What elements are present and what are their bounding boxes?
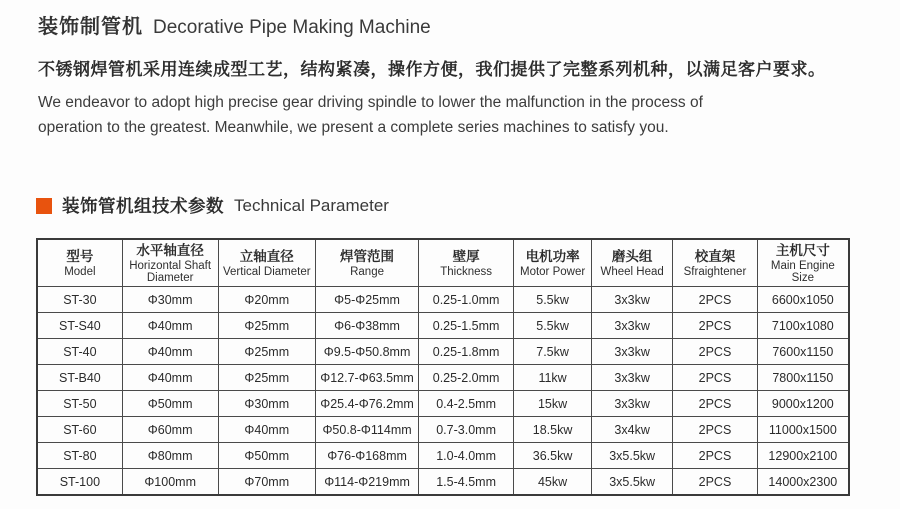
table-row <box>37 365 849 391</box>
section-heading <box>36 193 389 218</box>
table-cell: Φ50.8-Φ114mm <box>316 417 419 443</box>
column-header <box>757 239 849 287</box>
table-cell: Φ50mm <box>218 443 315 469</box>
header-row <box>37 239 849 287</box>
table-cell: Φ6-Φ38mm <box>316 313 419 339</box>
table-cell: Φ25mm <box>218 339 315 365</box>
column-header-english: Wheel Head <box>600 265 664 278</box>
column-header <box>122 239 218 287</box>
table-cell: Φ30mm <box>122 287 218 313</box>
table-cell: 18.5kw <box>514 417 592 443</box>
table-cell: Φ40mm <box>122 365 218 391</box>
table-cell: 3x4kw <box>592 417 673 443</box>
table-cell: Φ80mm <box>122 443 218 469</box>
table-cell: 3x3kw <box>592 365 673 391</box>
table-cell: 5.5kw <box>514 287 592 313</box>
column-header-english: Horizontal Shaft Diameter <box>129 259 212 284</box>
table-cell: 11000x1500 <box>757 417 849 443</box>
table-cell: 2PCS <box>673 365 757 391</box>
table-cell: 2PCS <box>673 443 757 469</box>
table-cell: 2PCS <box>673 313 757 339</box>
column-header <box>514 239 592 287</box>
intro-paragraph <box>38 57 866 140</box>
table-cell: ST-S40 <box>37 313 122 339</box>
column-header <box>37 239 122 287</box>
table-cell: 7800x1150 <box>757 365 849 391</box>
table-cell: 7.5kw <box>514 339 592 365</box>
column-header-english: Main Engine Size <box>770 259 835 284</box>
table-cell: 0.25-1.0mm <box>419 287 514 313</box>
page-title <box>38 10 431 39</box>
table-cell: Φ25mm <box>218 313 315 339</box>
table-cell: 14000x2300 <box>757 469 849 496</box>
column-header-english: Thickness <box>440 265 492 278</box>
table-cell: 0.4-2.5mm <box>419 391 514 417</box>
table-cell: 11kw <box>514 365 592 391</box>
table-cell: Φ30mm <box>218 391 315 417</box>
page-title-chinese: 装饰制管机 <box>38 16 143 38</box>
table-cell: Φ40mm <box>218 417 315 443</box>
column-header-chinese: 电机功率 <box>525 248 580 264</box>
column-header-chinese: 焊管范围 <box>340 248 395 264</box>
column-header-english: Range <box>350 265 384 278</box>
intro-english: We endeavor to adopt high precise gear driving spindle to lower the malfunction in the process of operation to the greatest. Meanwhile, we present a complete series machines to satisfy you. <box>38 94 703 136</box>
column-header-english: Motor Power <box>519 265 586 278</box>
table-cell: Φ9.5-Φ50.8mm <box>316 339 419 365</box>
table-cell: 9000x1200 <box>757 391 849 417</box>
table-cell: Φ70mm <box>218 469 315 496</box>
table-cell: 5.5kw <box>514 313 592 339</box>
table-body <box>37 287 849 496</box>
table-cell: Φ76-Φ168mm <box>316 443 419 469</box>
column-header-chinese: 校直架 <box>694 248 736 264</box>
table-cell: ST-60 <box>37 417 122 443</box>
table-cell: 2PCS <box>673 417 757 443</box>
column-header-english: Model <box>64 265 96 278</box>
page-title-english: Decorative Pipe Making Machine <box>153 17 431 38</box>
table-cell: 3x3kw <box>592 339 673 365</box>
table-row <box>37 391 849 417</box>
table-row <box>37 339 849 365</box>
table-cell: 3x3kw <box>592 313 673 339</box>
table-cell: Φ25mm <box>218 365 315 391</box>
table-cell: 7600x1150 <box>757 339 849 365</box>
intro-chinese: 不锈钢焊管机采用连续成型工艺，结构紧凑，操作方便，我们提供了完整系列机种，以满足客户要求。 <box>38 60 826 79</box>
table-cell: 3x3kw <box>592 391 673 417</box>
table-row <box>37 313 849 339</box>
column-header-chinese: 主机尺寸 <box>775 242 830 258</box>
column-header-english: Sfraightener <box>683 265 747 278</box>
table-row <box>37 417 849 443</box>
table-head <box>37 239 849 287</box>
orange-square-bullet-icon <box>36 198 52 214</box>
table-cell: ST-80 <box>37 443 122 469</box>
table-cell: Φ20mm <box>218 287 315 313</box>
table-cell: Φ50mm <box>122 391 218 417</box>
table-cell: 15kw <box>514 391 592 417</box>
technical-parameter-table-wrap <box>36 238 850 496</box>
table-cell: Φ114-Φ219mm <box>316 469 419 496</box>
table-cell: Φ40mm <box>122 339 218 365</box>
table-cell: 0.25-1.5mm <box>419 313 514 339</box>
table-cell: Φ100mm <box>122 469 218 496</box>
table-cell: 3x5.5kw <box>592 469 673 496</box>
table-cell: Φ12.7-Φ63.5mm <box>316 365 419 391</box>
table-cell: 1.0-4.0mm <box>419 443 514 469</box>
column-header-chinese: 立轴直径 <box>239 248 294 264</box>
table-row <box>37 469 849 496</box>
table-cell: ST-30 <box>37 287 122 313</box>
table-cell: 7100x1080 <box>757 313 849 339</box>
table-cell: Φ5-Φ25mm <box>316 287 419 313</box>
column-header-chinese: 壁厚 <box>452 248 480 264</box>
table-cell: 12900x2100 <box>757 443 849 469</box>
column-header-chinese: 型号 <box>66 248 94 264</box>
section-heading-english: Technical Parameter <box>234 195 389 215</box>
column-header <box>419 239 514 287</box>
column-header-chinese: 磨头组 <box>611 248 653 264</box>
table-cell: 3x3kw <box>592 287 673 313</box>
table-cell: 36.5kw <box>514 443 592 469</box>
section-heading-chinese: 装饰管机组技术参数 <box>62 196 224 216</box>
table-cell: Φ25.4-Φ76.2mm <box>316 391 419 417</box>
parameters-table <box>36 238 850 496</box>
table-cell: 6600x1050 <box>757 287 849 313</box>
table-cell: 2PCS <box>673 287 757 313</box>
table-cell: 0.25-2.0mm <box>419 365 514 391</box>
column-header <box>218 239 315 287</box>
column-header <box>316 239 419 287</box>
table-cell: 0.7-3.0mm <box>419 417 514 443</box>
table-row <box>37 287 849 313</box>
column-header <box>673 239 757 287</box>
table-cell: ST-50 <box>37 391 122 417</box>
table-row <box>37 443 849 469</box>
column-header <box>592 239 673 287</box>
table-cell: 3x5.5kw <box>592 443 673 469</box>
table-cell: 2PCS <box>673 391 757 417</box>
table-cell: 45kw <box>514 469 592 496</box>
table-cell: ST-100 <box>37 469 122 496</box>
table-cell: 0.25-1.8mm <box>419 339 514 365</box>
table-cell: 2PCS <box>673 339 757 365</box>
table-cell: 2PCS <box>673 469 757 496</box>
column-header-chinese: 水平轴直径 <box>136 242 204 258</box>
table-cell: ST-40 <box>37 339 122 365</box>
table-cell: Φ40mm <box>122 313 218 339</box>
column-header-english: Vertical Diameter <box>223 265 311 278</box>
table-cell: 1.5-4.5mm <box>419 469 514 496</box>
table-cell: ST-B40 <box>37 365 122 391</box>
table-cell: Φ60mm <box>122 417 218 443</box>
